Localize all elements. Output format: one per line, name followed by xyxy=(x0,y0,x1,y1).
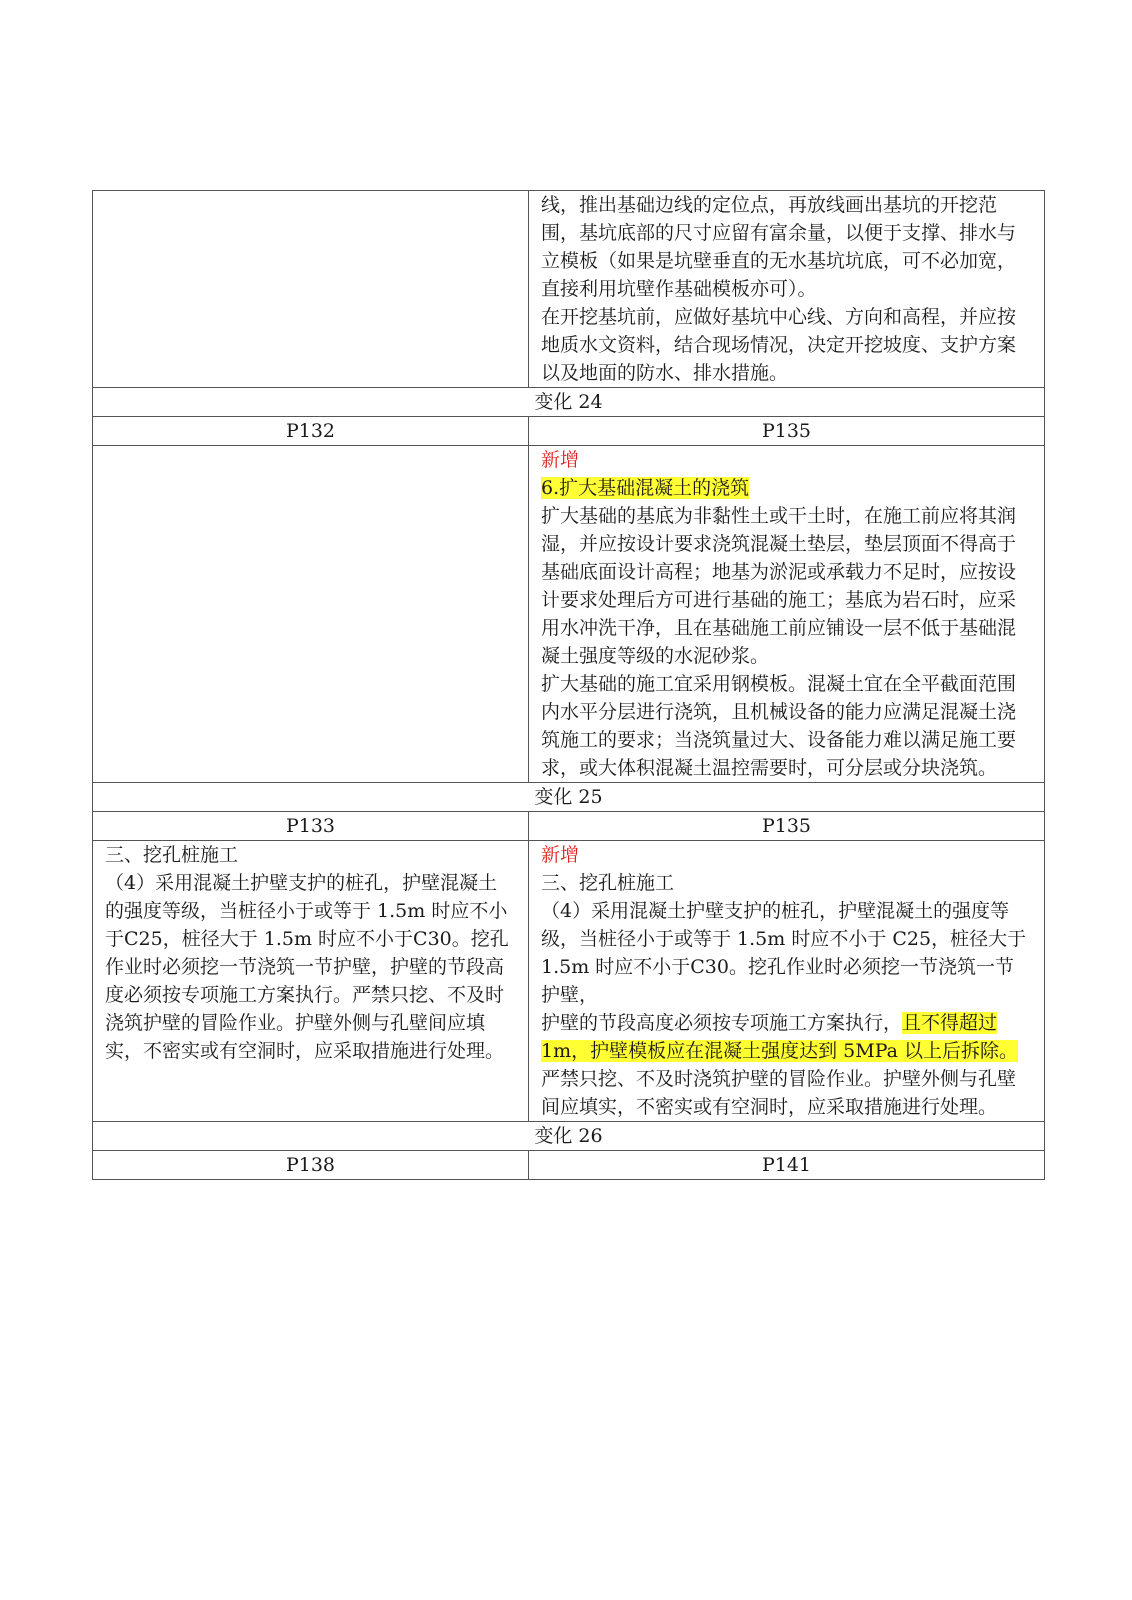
new-page-ref: P141 xyxy=(529,1151,1045,1180)
change-title: 变化 25 xyxy=(93,783,1045,812)
comparison-table xyxy=(92,190,1045,1180)
old-page-ref: P138 xyxy=(93,1151,529,1180)
section-heading: 三、挖孔桩施工 xyxy=(105,844,239,866)
change-header-row xyxy=(93,388,1045,417)
old-version-cell xyxy=(93,446,529,783)
change-header-row xyxy=(93,783,1045,812)
table-row xyxy=(93,446,1045,783)
section-heading: 三、挖孔桩施工 xyxy=(541,872,675,894)
new-version-cell xyxy=(529,841,1045,1122)
new-page-ref: P135 xyxy=(529,812,1045,841)
highlighted-heading: 6.扩大基础混凝土的浇筑 xyxy=(541,477,750,499)
new-page-ref: P135 xyxy=(529,417,1045,446)
paragraph: 扩大基础的施工宜采用钢模板。混凝土宜在全平截面范围内水平分层进行浇筑，且机械设备的能力应满足混凝土浇筑施工的要求；当浇筑量过大、设备能力难以满足施工要求，或大体积混凝土温控需要时，可分层或分块浇筑。 xyxy=(541,673,1017,779)
change-header-row xyxy=(93,1122,1045,1151)
paragraph xyxy=(541,1009,1032,1065)
old-page-ref: P132 xyxy=(93,417,529,446)
new-tag: 新增 xyxy=(541,844,580,866)
paragraph: （4）采用混凝土护壁支护的桩孔，护壁混凝土的强度等级，当桩径小于或等于 1.5m 时应不小于 C25，桩径大于 1.5m 时应不小于C30。挖孔作业时必须挖一节浇筑一节护壁， xyxy=(541,900,1027,1006)
paragraph: （4）采用混凝土护壁支护的桩孔，护壁混凝土的强度等级，当桩径小于或等于 1.5m 时应不小于C25，桩径大于 1.5m 时应不小于C30。挖孔作业时必须挖一节浇筑一节护壁，护壁的节段高度必须按专项施工方案执行。严禁只挖、不及时浇筑护壁的冒险作业。护壁外侧与孔壁间应填实，不密实或有空洞时，应采取措施进行处理。 xyxy=(105,872,509,1062)
new-version-cell xyxy=(529,191,1045,388)
page-ref-row xyxy=(93,1151,1045,1180)
page-ref-row xyxy=(93,812,1045,841)
change-title: 变化 24 xyxy=(93,388,1045,417)
change-title: 变化 26 xyxy=(93,1122,1045,1151)
new-version-cell xyxy=(529,446,1045,783)
table-row xyxy=(93,191,1045,388)
paragraph: 扩大基础的基底为非黏性土或干土时，在施工前应将其润湿，并应按设计要求浇筑混凝土垫层，垫层顶面不得高于基础底面设计高程；地基为淤泥或承载力不足时，应按设计要求处理后方可进行基础的施工；基底为岩石时，应采用水冲洗干净，且在基础施工前应铺设一层不低于基础混凝土强度等级的水泥砂浆。 xyxy=(541,505,1017,667)
paragraph: 线，推出基础边线的定位点，再放线画出基坑的开挖范围，基坑底部的尺寸应留有富余量，以便于支撑、排水与立模板（如果是坑壁垂直的无水基坑坑底，可不必加宽，直接利用坑壁作基础模板亦可）。 xyxy=(541,194,1017,300)
old-version-cell xyxy=(93,841,529,1122)
paragraph: 在开挖基坑前，应做好基坑中心线、方向和高程，并应按地质水文资料，结合现场情况，决定开挖坡度、支护方案以及地面的防水、排水措施。 xyxy=(541,306,1017,384)
page-ref-row xyxy=(93,417,1045,446)
paragraph: 严禁只挖、不及时浇筑护壁的冒险作业。护壁外侧与孔壁间应填实，不密实或有空洞时，应采取措施进行处理。 xyxy=(541,1068,1017,1118)
paragraph-text: 护壁的节段高度必须按专项施工方案执行， xyxy=(541,1012,903,1034)
table-row xyxy=(93,841,1045,1122)
old-version-cell xyxy=(93,191,529,388)
new-tag: 新增 xyxy=(541,449,580,471)
old-page-ref: P133 xyxy=(93,812,529,841)
comparison-sheet xyxy=(92,190,1044,1180)
highlighted-text: 且不得超过1m，护壁模板应在混凝土强度达到 5MPa 以上后拆除。 xyxy=(541,1012,1018,1062)
